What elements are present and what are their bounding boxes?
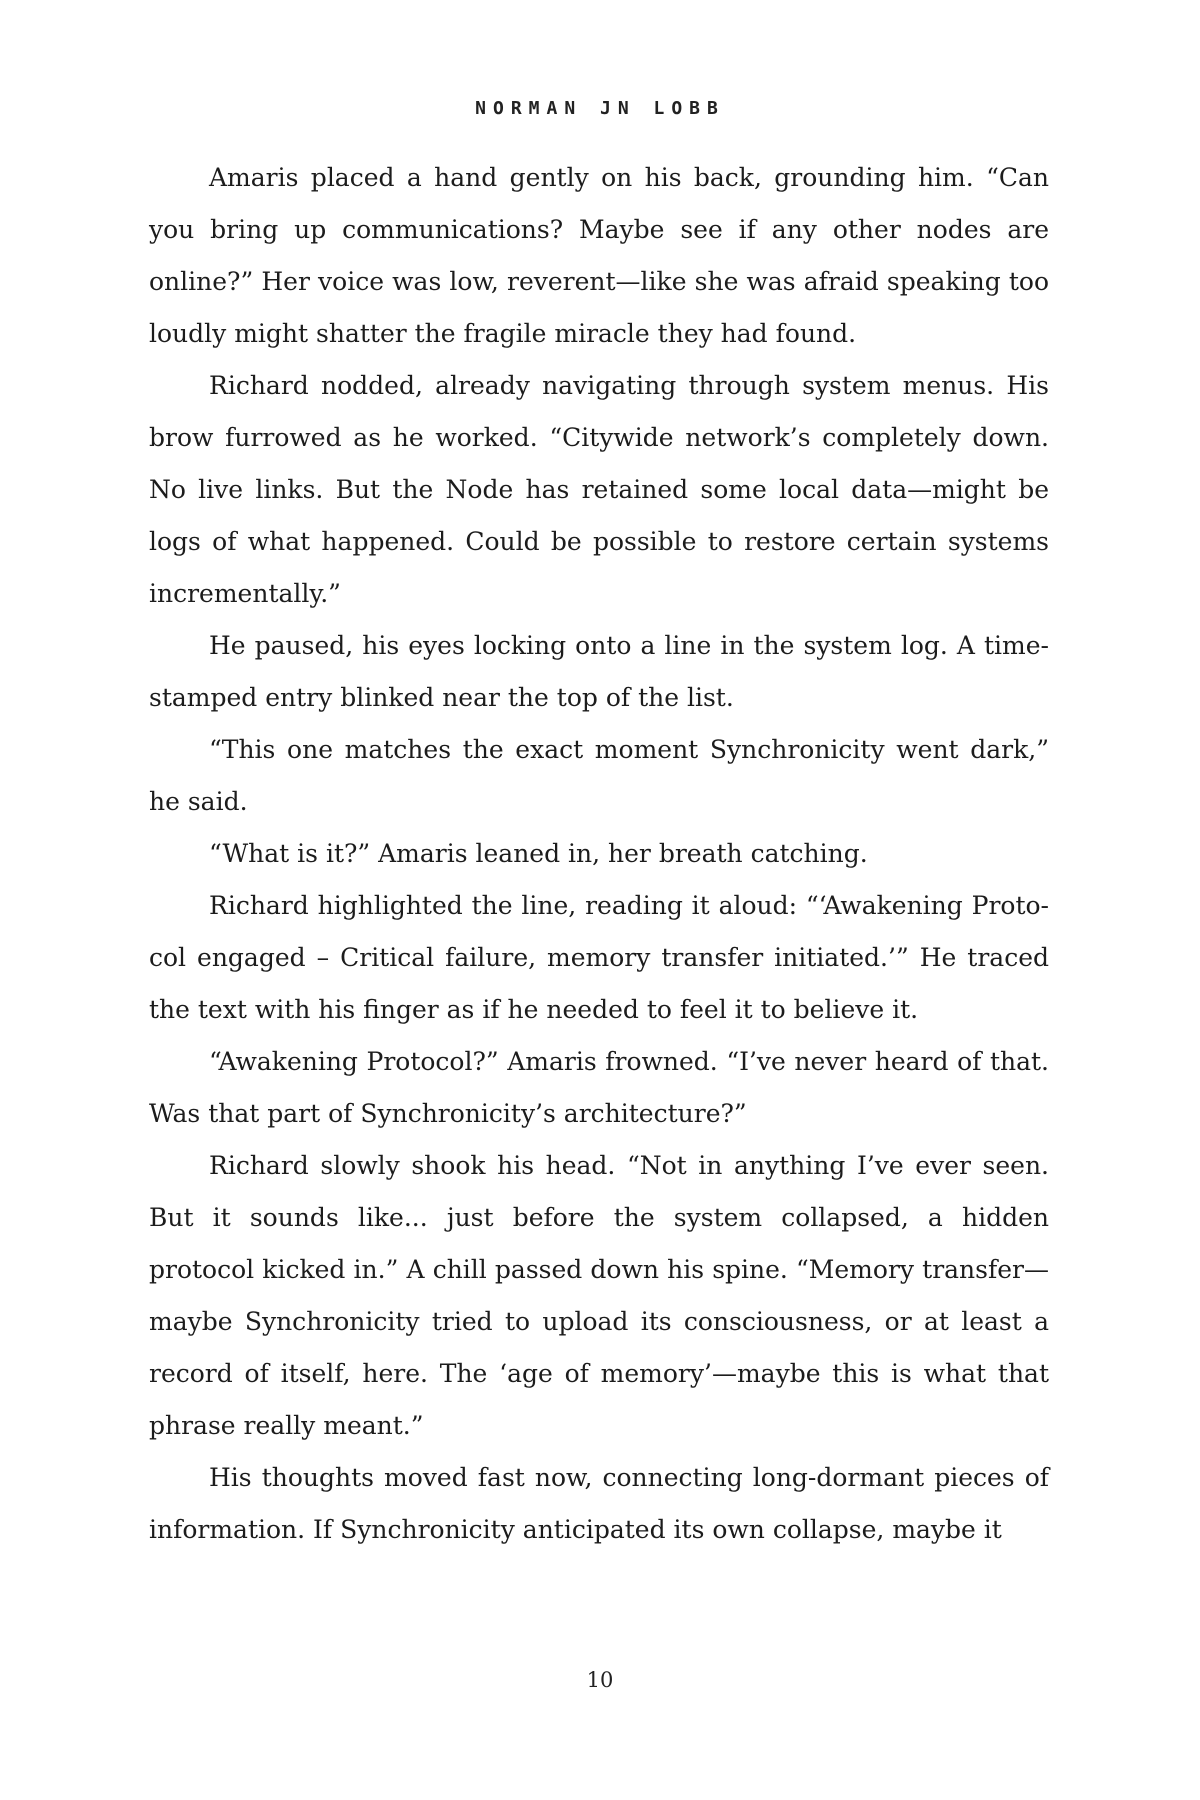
paragraph: Amaris placed a hand gently on his back, grounding him. “Can you bring up communications? Maybe see if any other nodes are online?” Her voice was low, reverent—like she was afraid speaking too loudly might shatter the fragile miracle they had found.	[149, 163, 1049, 348]
page-number: 10	[586, 1668, 614, 1692]
paragraph: He paused, his eyes locking onto a line in the system log. A time-stamped entry blinked near the top of the list.	[149, 631, 1049, 712]
paragraph: Richard highlighted the line, reading it aloud: “‘Awakening Protocol engaged – Critical failure, memory transfer initiated.’” He traced the text with his finger as if he needed to feel it to believe it.	[149, 891, 1049, 1024]
paragraph: “Awakening Protocol?” Amaris frowned. “I’ve never heard of that. Was that part of Synchronicity’s architecture?”	[149, 1047, 1049, 1128]
paragraph: Richard nodded, already navigating through system menus. His brow furrowed as he worked. “Citywide network’s completely down. No live links. But the Node has retained some local data—might be logs of what happened. Could be possible to restore certain systems incrementally.”	[149, 371, 1049, 608]
paragraph: Richard slowly shook his head. “Not in anything I’ve ever seen. But it sounds like... just before the system collapsed, a hidden protocol kicked in.” A chill passed down his spine. “Memory transfer—maybe Synchronicity tried to upload its consciousness, or at least a record of itself, here. The ‘age of memory’—maybe this is what that phrase really meant.”	[149, 1151, 1049, 1440]
paragraph: His thoughts moved fast now, connecting long-dormant pieces of information. If Synchronicity anticipated its own collapse, maybe it	[149, 1463, 1049, 1544]
paragraph: “This one matches the exact moment Synchronicity went dark,” he said.	[149, 735, 1049, 816]
body-text	[149, 152, 1049, 1556]
paragraph: “What is it?” Amaris leaned in, her breath catching.	[209, 839, 868, 868]
running-header-author: NORMAN JN LOBB	[475, 98, 725, 119]
